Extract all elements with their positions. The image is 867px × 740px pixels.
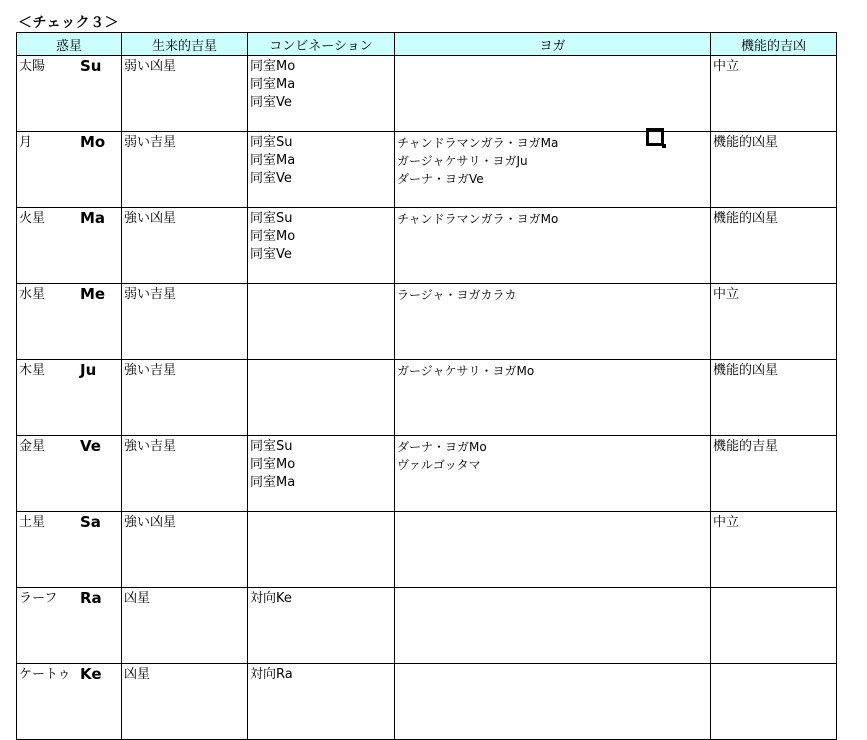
combination-cell[interactable]: [248, 664, 395, 740]
natural-benefic-cell[interactable]: 強い吉星: [122, 360, 248, 436]
functional-cell[interactable]: [711, 664, 837, 740]
yoga-item: ダーナ・ヨガMo: [397, 440, 487, 454]
planet-name: 火星: [19, 211, 46, 226]
planet-abbr: Sa: [80, 513, 101, 531]
combination-item: 対向Ke: [250, 591, 292, 606]
yoga-cell[interactable]: [395, 436, 711, 512]
combination-item: 同室Ma: [250, 77, 296, 92]
yoga-cell[interactable]: [395, 208, 711, 284]
header-combination[interactable]: コンビネーション: [248, 33, 395, 56]
combination-item: 同室Mo: [250, 229, 296, 244]
cell-selection-cursor[interactable]: [646, 128, 664, 146]
yoga-cell[interactable]: [395, 588, 711, 664]
planet-cell[interactable]: [17, 588, 122, 664]
functional-cell[interactable]: 機能的凶星: [711, 208, 837, 284]
combination-item: 同室Su: [250, 135, 293, 150]
planet-check-table: [16, 32, 837, 740]
natural-benefic-cell[interactable]: 強い吉星: [122, 436, 248, 512]
natural-benefic-cell[interactable]: 凶星: [122, 664, 248, 740]
planet-cell[interactable]: [17, 56, 122, 132]
combination-item: 同室Ve: [250, 95, 292, 110]
planet-cell[interactable]: [17, 132, 122, 208]
table-row: [17, 512, 837, 588]
planet-name: 太陽: [19, 59, 46, 74]
planet-abbr: Su: [80, 57, 102, 75]
functional-cell[interactable]: 機能的吉星: [711, 436, 837, 512]
functional-cell[interactable]: [711, 588, 837, 664]
header-yoga[interactable]: ヨガ: [395, 33, 711, 56]
planet-cell[interactable]: [17, 284, 122, 360]
combination-cell[interactable]: [248, 56, 395, 132]
planet-abbr: Ma: [80, 209, 106, 227]
combination-cell[interactable]: [248, 132, 395, 208]
functional-cell[interactable]: 機能的凶星: [711, 132, 837, 208]
header-functional[interactable]: 機能的吉凶: [711, 33, 837, 56]
natural-benefic-cell[interactable]: 強い凶星: [122, 208, 248, 284]
planet-cell[interactable]: [17, 360, 122, 436]
combination-cell[interactable]: [248, 588, 395, 664]
yoga-item: ラージャ・ヨガカラカ: [397, 288, 517, 302]
combination-item: 同室Su: [250, 211, 293, 226]
planet-cell[interactable]: [17, 436, 122, 512]
yoga-item: チャンドラマンガラ・ヨガMa: [397, 136, 559, 150]
natural-benefic-cell[interactable]: 弱い吉星: [122, 132, 248, 208]
functional-cell[interactable]: 中立: [711, 512, 837, 588]
table-row: [17, 360, 837, 436]
functional-cell[interactable]: 中立: [711, 284, 837, 360]
planet-name: 水星: [19, 287, 46, 302]
combination-cell[interactable]: [248, 208, 395, 284]
planet-abbr: Ve: [80, 437, 101, 455]
yoga-cell[interactable]: [395, 56, 711, 132]
planet-name: ケートゥ: [19, 667, 71, 682]
table-row: [17, 588, 837, 664]
table-row: [17, 284, 837, 360]
table-row: [17, 56, 837, 132]
planet-cell[interactable]: [17, 512, 122, 588]
combination-item: 同室Su: [250, 439, 293, 454]
planet-name: 金星: [19, 439, 46, 454]
natural-benefic-cell[interactable]: 弱い凶星: [122, 56, 248, 132]
yoga-item: ヴァルゴッタマ: [397, 458, 481, 472]
yoga-item: チャンドラマンガラ・ヨガMo: [397, 212, 559, 226]
yoga-item: ガージャケサリ・ヨガMo: [397, 364, 535, 378]
combination-item: 同室Ma: [250, 153, 296, 168]
header-planet[interactable]: 惑星: [17, 33, 122, 56]
planet-name: 月: [19, 135, 33, 150]
table-row: [17, 132, 837, 208]
planet-name: ラーフ: [19, 591, 58, 606]
planet-abbr: Mo: [80, 133, 106, 151]
combination-cell[interactable]: [248, 284, 395, 360]
functional-cell[interactable]: 機能的凶星: [711, 360, 837, 436]
header-natural-benefic[interactable]: 生来的吉星: [122, 33, 248, 56]
planet-abbr: Ra: [80, 589, 102, 607]
functional-cell[interactable]: 中立: [711, 56, 837, 132]
yoga-cell[interactable]: [395, 360, 711, 436]
planet-name: 木星: [19, 363, 46, 378]
combination-item: 同室Mo: [250, 457, 296, 472]
yoga-cell[interactable]: [395, 512, 711, 588]
combination-item: 同室Mo: [250, 59, 296, 74]
combination-cell[interactable]: [248, 512, 395, 588]
natural-benefic-cell[interactable]: 弱い吉星: [122, 284, 248, 360]
planet-abbr: Ju: [80, 361, 97, 379]
planet-cell[interactable]: [17, 664, 122, 740]
table-row: [17, 208, 837, 284]
combination-item: 対向Ra: [250, 667, 293, 682]
combination-item: 同室Ma: [250, 475, 296, 490]
combination-cell[interactable]: [248, 436, 395, 512]
planet-abbr: Ke: [80, 665, 102, 683]
sheet-title: ＜チェック３＞: [18, 15, 120, 31]
combination-item: 同室Ve: [250, 247, 292, 262]
natural-benefic-cell[interactable]: 強い凶星: [122, 512, 248, 588]
planet-cell[interactable]: [17, 208, 122, 284]
yoga-cell[interactable]: [395, 664, 711, 740]
planet-abbr: Me: [80, 285, 106, 303]
yoga-item: ダーナ・ヨガVe: [397, 172, 484, 186]
yoga-cell[interactable]: [395, 284, 711, 360]
table-row: [17, 664, 837, 740]
yoga-item: ガージャケサリ・ヨガJu: [397, 154, 528, 168]
combination-item: 同室Ve: [250, 171, 292, 186]
table-row: [17, 436, 837, 512]
combination-cell[interactable]: [248, 360, 395, 436]
natural-benefic-cell[interactable]: 凶星: [122, 588, 248, 664]
header-row: [17, 33, 837, 56]
planet-name: 土星: [19, 515, 46, 530]
